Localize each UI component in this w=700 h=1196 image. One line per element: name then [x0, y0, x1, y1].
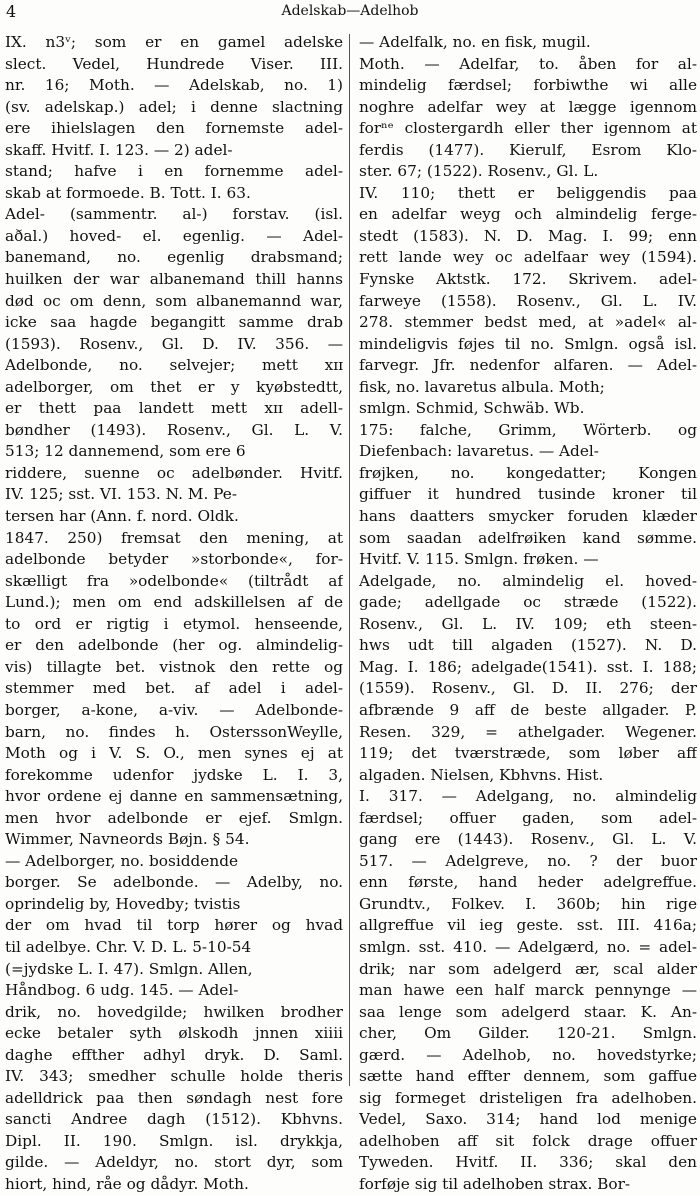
text-line: gærd. — Adelhob, no. hovedstyrke; [359, 1045, 697, 1064]
text-line: — Adelborger, no. bosiddende [5, 851, 239, 870]
text-line: enn første, hand heder adelgreffue. [359, 873, 697, 892]
text-line: Grundtv., Folkev. I. 360b; hin rige [359, 894, 697, 913]
text-line: hvor ordene ej danne en sammensætning, [5, 787, 343, 806]
text-line: Hvitf. V. 115. Smlgn. frøken. — [359, 550, 599, 569]
text-line: fisk, no. lavaretus albula. Moth; [359, 377, 605, 396]
text-line: hans daatters smycker foruden klæder [359, 507, 697, 526]
text-line: Mag. I. 186; adelgade(1541). sst. I. 188; [359, 657, 697, 676]
text-line: som saadan adelfrøiken kand sømme. [359, 528, 697, 547]
text-line: 278. stemmer bedst med, at »adel« al- [359, 313, 697, 332]
text-line: farvegr. Jfr. nedenfor alfaren. — Adel- [359, 356, 697, 375]
text-line: giffuer it hundred tusinde kroner til [359, 485, 697, 504]
text-line: 517. — Adelgreve, no. ? der buor [359, 851, 697, 870]
text-line: Adelbonde, no. selvejer; mett xɪɪ [5, 356, 343, 375]
text-line: to ord er rigtig i etymol. henseende, [5, 614, 343, 633]
text-line: Fynske Aktstk. 172. Skrivem. adel- [359, 270, 697, 289]
text-line: IX. n3ᵛ; som er en gamel adelske [5, 33, 343, 51]
text-line: vis) tillagte bet. vistnok den rette og [5, 657, 343, 676]
text-line: adelldrick paa then søndagh nest fore [5, 1088, 343, 1107]
text-line: IV. 343; smedher schulle holde theris [5, 1067, 343, 1086]
text-line: I. 317. — Adelgang, no. almindelig [359, 787, 697, 806]
text-line: hiort, hind, råe og dådyr. Moth. [5, 1174, 249, 1193]
text-line: Adelgade, no. almindelig el. hoved- [359, 571, 697, 590]
text-line: Håndbog. 6 udg. 145. — Adel- [5, 981, 239, 1000]
running-title: Adelskab—Adelhob [281, 3, 419, 19]
text-line: smlgn. sst. 410. — Adelgærd, no. = adel- [359, 937, 697, 956]
text-line: færdsel; offuer gaden, som adel- [359, 808, 697, 827]
text-line: Adel- (sammentr. al-) forstav. (isl. [5, 205, 343, 224]
text-line: skælligt fra »odelbonde« (tiltrådt af [5, 571, 343, 590]
text-line: borger. Se adelbonde. — Adelby, no. [5, 873, 343, 892]
text-line: afbrænde 9 aff de beste allgader. P. [359, 700, 697, 719]
text-line: gade; adellgade oc stræde (1522). [359, 593, 697, 612]
text-line: daghe effther adhyl dryk. D. Saml. [5, 1045, 343, 1064]
text-line: Wimmer, Navneords Bøjn. § 54. [5, 830, 250, 849]
text-line: Lund.); men om end adskillelsen af de [5, 593, 343, 612]
text-line: 119; det tværstræde, som løber aff [359, 744, 697, 763]
text-line: men hvor adelbonde er ejef. Smlgn. [5, 808, 343, 827]
text-line: mindelig færdsel; forbiwthe wi alle [359, 76, 697, 95]
text-line: sætte hand effter dennem, som gaffue [359, 1067, 697, 1086]
text-line: allgreffue vil ieg geste. sst. III. 416a; [359, 916, 697, 935]
text-line: Diefenbach: lavaretus. — Adel- [359, 442, 599, 461]
page-number: 4 [6, 2, 17, 21]
running-head [0, 0, 700, 30]
text-line: algaden. Nielsen, Kbhvns. Hist. [359, 765, 604, 784]
text-line: 513; 12 dannemend, som ere 6 [5, 442, 246, 461]
text-line: en adelfar weyg och almindelig ferge- [359, 205, 697, 224]
text-line: cher, Om Gilder. 120-21. Smlgn. [359, 1024, 697, 1043]
text-line: adelborger, om thet er y kyøbstedtt, [5, 377, 343, 396]
text-line: skab at formoede. B. Tott. I. 63. [5, 183, 251, 202]
text-line: Tyweden. Hvitf. II. 336; skal den [359, 1153, 697, 1172]
text-line: tersen har (Ann. f. nord. Oldk. [5, 507, 239, 526]
text-line: Moth. — Adelfar, to. åben for al- [359, 54, 697, 73]
text-line: sancti Andree dagh (1512). Kbhvns. [5, 1110, 343, 1129]
text-line: IV. 110; thett er beliggendis paa [359, 183, 697, 202]
text-line: mindeligvis føjes til no. Smlgn. også isl. [359, 334, 697, 353]
text-line: Resen. 329, = athelgader. Wegener. [359, 722, 697, 741]
text-line: huilken der war albanemand thill hanns [5, 270, 343, 289]
text-line: adelbonde betyder »storbonde«, for- [5, 550, 343, 569]
text-line: Rosenv., Gl. L. IV. 109; eth steen- [359, 614, 697, 633]
text-line: gang ere (1443). Rosenv., Gl. L. V. [359, 830, 697, 849]
text-line: saa lenge som adelgerd staar. K. An- [359, 1002, 697, 1021]
text-line: Dipl. II. 190. Smlgn. isl. drykkja, [5, 1131, 343, 1150]
text-line: noghre adelfar wey at lægge igennom [359, 97, 697, 116]
text-line: adelhoben aff sit folck drage offuer [359, 1131, 697, 1150]
text-line: bøndher (1493). Rosenv., Gl. L. V. [5, 420, 343, 439]
column-divider [349, 34, 350, 1086]
text-line: farweye (1558). Rosenv., Gl. L. IV. [359, 291, 697, 310]
text-line: forføje sig til adelhoben strax. Bor- [359, 1174, 631, 1193]
text-line: hws udt till algaden (1527). N. D. [359, 636, 697, 655]
text-line: ere ihielslagen den fornemste adel- [5, 119, 343, 138]
text-line: er den adelbonde (her og. almindelig- [5, 636, 343, 655]
text-line: er thett paa landett mett xɪɪ adell- [5, 399, 343, 418]
text-line: slect. Vedel, Hundrede Viser. III. [5, 54, 343, 73]
text-line: gilde. — Adeldyr, no. stort dyr, som [5, 1153, 343, 1172]
text-line: ferdis (1477). Kierulf, Esrom Klo- [359, 140, 697, 159]
text-line: forekomme udenfor jydske L. I. 3, [5, 765, 343, 784]
text-line: smlgn. Schmid, Schwäb. Wb. [359, 399, 585, 418]
text-line: til adelbye. Chr. V. D. L. 5-10-54 [5, 937, 252, 956]
text-line: stedt (1583). N. D. Mag. I. 99; enn [359, 226, 697, 245]
left-column [5, 32, 343, 1196]
text-line: (1559). Rosenv., Gl. D. II. 276; der [359, 679, 697, 698]
text-line: icke saa hagde begangitt samme drab [5, 313, 343, 332]
text-line: drik, no. hovedgilde; hwilken brodher [5, 1002, 343, 1021]
text-line: oprindelig by, Hovedby; tvistis [5, 894, 241, 913]
text-line: ecke betaler syth ølskodh jnnen xiiii [5, 1024, 343, 1043]
text-line: Vedel, Saxo. 314; hand lod menige [359, 1110, 697, 1129]
text-line: sig formeget dristeligen fra adelhoben. [359, 1088, 697, 1107]
text-line: (=jydske L. I. 47). Smlgn. Allen, [5, 959, 253, 978]
text-line: barn, no. findes h. OsterssonWeylle, [5, 722, 343, 741]
text-line: skaff. Hvitf. I. 123. — 2) adel- [5, 140, 233, 159]
text-line: nr. 16; Moth. — Adelskab, no. 1) [5, 76, 343, 95]
text-line: 175: falche, Grimm, Wörterb. og [359, 420, 697, 439]
text-line: ster. 67; (1522). Rosenv., Gl. L. [359, 162, 599, 181]
text-line: der om hvad til torp hører og hvad [5, 916, 343, 935]
text-line: (sv. adelskap.) adel; i denne slactning [5, 97, 343, 116]
text-line: frøjken, no. kongedatter; Kongen [359, 463, 697, 482]
text-line: 1847. 250) fremsat den mening, at [5, 528, 343, 547]
text-line: aðal.) hoved- el. egenlig. — Adel- [5, 226, 343, 245]
text-line: forⁿᵉ clostergardh eller ther igennom at [359, 119, 697, 138]
text-line: riddere, suenne oc adelbønder. Hvitf. [5, 463, 343, 482]
text-line: — Adelfalk, no. en fisk, mugil. [359, 33, 591, 51]
text-line: (1593). Rosenv., Gl. D. IV. 356. — [5, 334, 343, 353]
text-line: Moth og i V. S. O., men synes ej at [5, 744, 343, 763]
text-line: rett lande wey oc adelfaar wey (1594). [359, 248, 697, 267]
text-line: stemmer med bet. af adel i adel- [5, 679, 343, 698]
right-column [359, 32, 697, 1196]
text-line: borger, a-kone, a-viv. — Adelbonde- [5, 700, 343, 719]
text-line: død oc om denn, som albanemannd war, [5, 291, 343, 310]
text-line: IV. 125; sst. VI. 153. N. M. Pe- [5, 485, 238, 504]
text-line: man hawe een half marck pennynge — [359, 981, 697, 1000]
text-line: banemand, no. egenlig drabsmand; [5, 248, 343, 267]
text-line: stand; hafve i en fornemme adel- [5, 162, 343, 181]
text-line: drik; nar som adelgerd ær, scal alder [359, 959, 697, 978]
